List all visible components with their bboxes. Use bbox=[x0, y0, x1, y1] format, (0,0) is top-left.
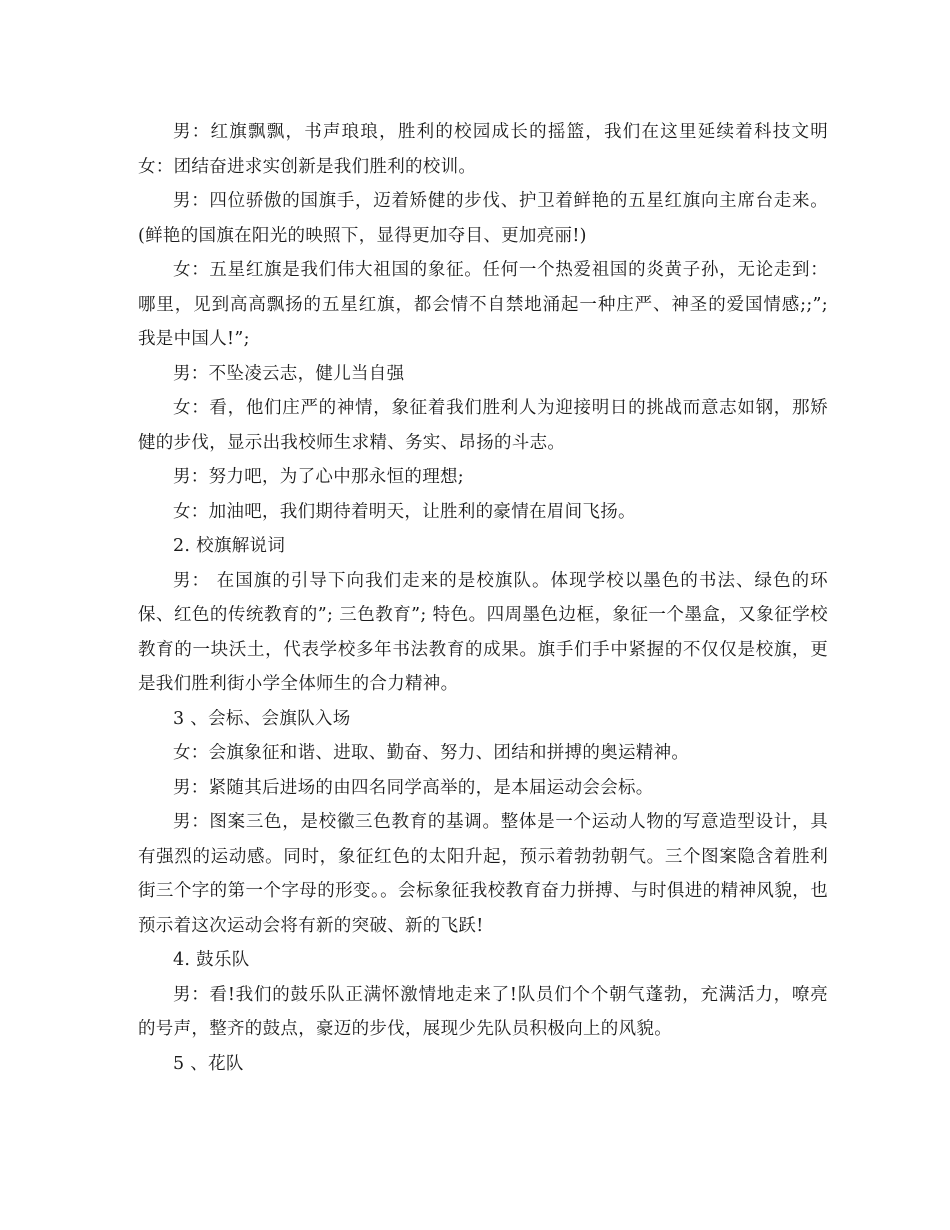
paragraph: 男：努力吧，为了心中那永恒的理想; bbox=[173, 467, 464, 487]
section-heading: 5 、花队 bbox=[173, 1053, 244, 1074]
paragraph: 男：四位骄傲的国旗手，迈着矫健的步伐、护卫着鲜艳的五星红旗向主席台走来。(鲜艳的国旗在阳光的映照下，显得更加夺目、更加亮丽!) bbox=[138, 191, 828, 246]
document-page bbox=[138, 115, 828, 1081]
section-heading: 3 、会标、会旗队入场 bbox=[173, 708, 351, 729]
paragraph: 男：图案三色，是校徽三色教育的基调。整体是一个运动人物的写意造型设计，具有强烈的运动感。同时，象征红色的太阳升起，预示着勃勃朝气。三个图案隐含着胜利街三个字的第一个字母的形变。。会标象征我校教育奋力拼搏、与时俱进的精神风貌，也预示着这次运动会将有新的突破、新的飞跃! bbox=[138, 812, 828, 936]
section-heading: 2. 校旗解说词 bbox=[173, 536, 286, 556]
paragraph: 男：紧随其后进场的由四名同学高举的，是本届运动会会标。 bbox=[173, 777, 654, 798]
paragraph: 男：看!我们的鼓乐队正满怀激情地走来了!队员们个个朝气蓬勃，充满活力，嘹亮的号声，整齐的鼓点，豪迈的步伐，展现少先队员积极向上的风貌。 bbox=[138, 984, 828, 1039]
paragraph: 男： 在国旗的引导下向我们走来的是校旗队。体现学校以墨色的书法、绿色的环保、红色的传统教育的”; 三色教育”; 特色。四周墨色边框，象征一个墨盒，又象征学校教育的一块沃土，代表学校多年书法教育的成果。旗手们手中紧握的不仅仅是校旗，更是我们胜利街小学全体师生的合力精神。 bbox=[138, 570, 828, 694]
paragraph: 女：会旗象征和谐、进取、勤奋、努力、团结和拼搏的奥运精神。 bbox=[173, 743, 690, 763]
paragraph: 男：不坠凌云志，健儿当自强 bbox=[173, 363, 405, 384]
paragraph: 女：看，他们庄严的神情，象征着我们胜利人为迎接明日的挑战而意志如钢，那矫健的步伐，显示出我校师生求精、务实、昂扬的斗志。 bbox=[138, 398, 828, 453]
paragraph: 女：加油吧，我们期待着明天，让胜利的豪情在眉间飞扬。 bbox=[173, 501, 636, 522]
paragraph: 男：红旗飘飘，书声琅琅，胜利的校园成长的摇篮，我们在这里延续着科技文明女：团结奋进求实创新是我们胜利的校训。 bbox=[138, 122, 828, 177]
section-heading: 4. 鼓乐队 bbox=[173, 950, 250, 970]
paragraph: 女：五星红旗是我们伟大祖国的象征。任何一个热爱祖国的炎黄子孙，无论走到：哪里，见到高高飘扬的五星红旗，都会情不自禁地涌起一种庄严、神圣的爱国情感;;”; 我是中国人!”; bbox=[138, 260, 828, 349]
